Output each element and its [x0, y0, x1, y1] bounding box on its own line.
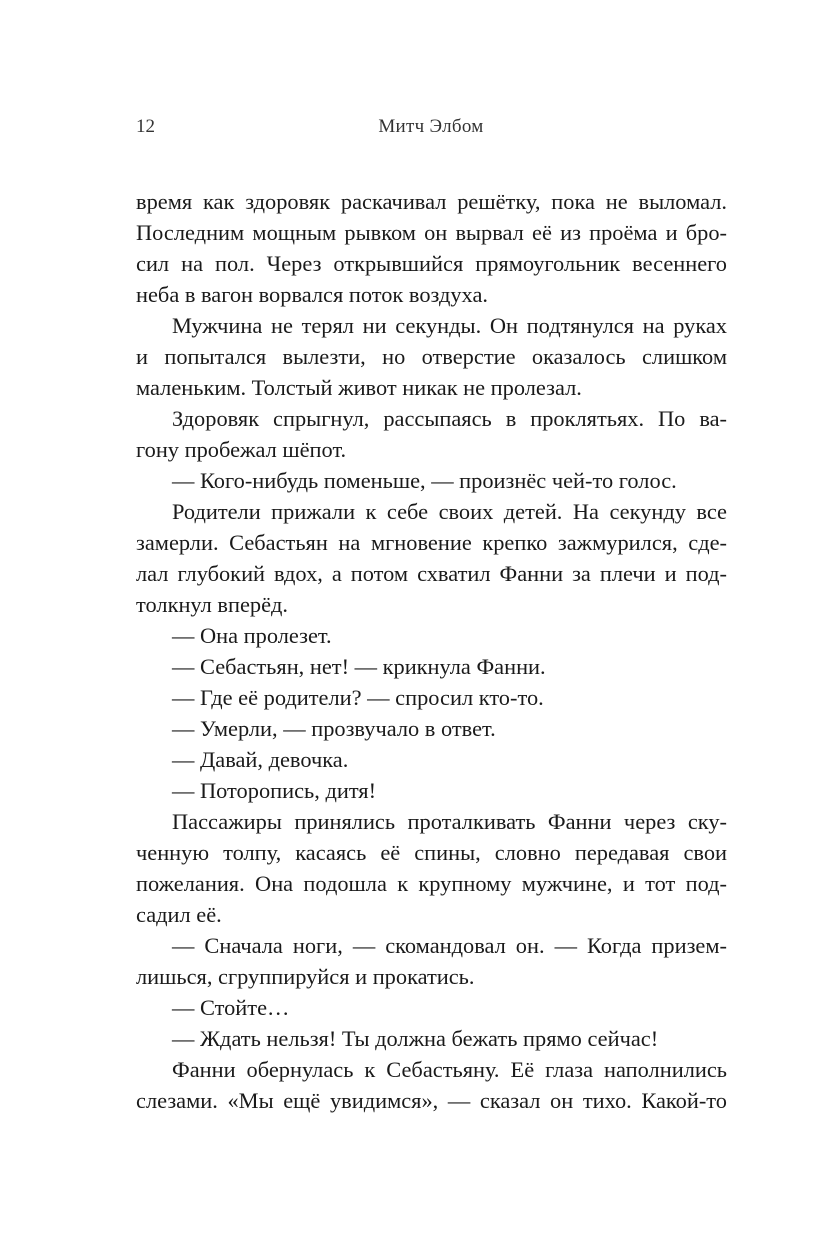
body-text [136, 186, 727, 1116]
text-line: — Себастьян, нет! — крикнула Фанни. [172, 654, 546, 679]
text-line: — Она пролезет. [172, 623, 332, 648]
text-line: — Поторопись, дитя! [172, 778, 377, 803]
text-line: неба в вагон ворвался поток воздуха. [136, 282, 488, 307]
text-line: толкнул вперёд. [136, 592, 289, 617]
text-line: лишься, сгруппируйся и прокатись. [136, 964, 475, 989]
text-line: и попытался вылезти, но отверстие оказалось слишком [136, 344, 727, 369]
page-number: 12 [136, 116, 155, 137]
text-line: сил на пол. Через открывшийся прямоугольник весеннего [136, 251, 727, 276]
text-line: Пассажиры принялись проталкивать Фанни через ску- [172, 809, 727, 834]
text-line: лал глубокий вдох, а потом схватил Фанни за плечи и под- [136, 561, 727, 586]
running-title: Митч Элбом [378, 116, 484, 137]
text-line: гону пробежал шёпот. [136, 437, 347, 462]
text-line: — Сначала ноги, — скомандовал он. — Когда призем- [172, 933, 727, 958]
text-line: — Стойте… [172, 995, 290, 1020]
text-line: — Давай, девочка. [172, 747, 349, 772]
text-line: замерли. Себастьян на мгновение крепко зажмурился, сде- [136, 530, 727, 555]
running-head [136, 112, 726, 142]
text-line: — Кого-нибудь поменьше, — произнёс чей-то голос. [172, 468, 677, 493]
text-line: ченную толпу, касаясь её спины, словно передавая свои [136, 840, 727, 865]
text-line: Фанни обернулась к Себастьяну. Её глаза наполнились [172, 1057, 727, 1082]
text-line: маленьким. Толстый живот никак не пролезал. [136, 375, 582, 400]
text-line: Здоровяк спрыгнул, рассыпаясь в проклятьях. По ва- [172, 406, 727, 431]
text-line: время как здоровяк раскачивал решётку, пока не выломал. [136, 189, 727, 214]
text-line: Мужчина не терял ни секунды. Он подтянулся на руках [172, 313, 727, 338]
text-line: пожелания. Она подошла к крупному мужчине, и тот под- [136, 871, 727, 896]
text-line: — Где её родители? — спросил кто-то. [172, 685, 544, 710]
text-line: — Умерли, — прозвучало в ответ. [172, 716, 496, 741]
text-line: Последним мощным рывком он вырвал её из проёма и бро- [136, 220, 727, 245]
text-line: садил её. [136, 902, 222, 927]
text-line: — Ждать нельзя! Ты должна бежать прямо сейчас! [172, 1026, 659, 1051]
text-line: Родители прижали к себе своих детей. На секунду все [172, 499, 727, 524]
text-line: слезами. «Мы ещё увидимся», — сказал он тихо. Какой-то [136, 1088, 727, 1113]
